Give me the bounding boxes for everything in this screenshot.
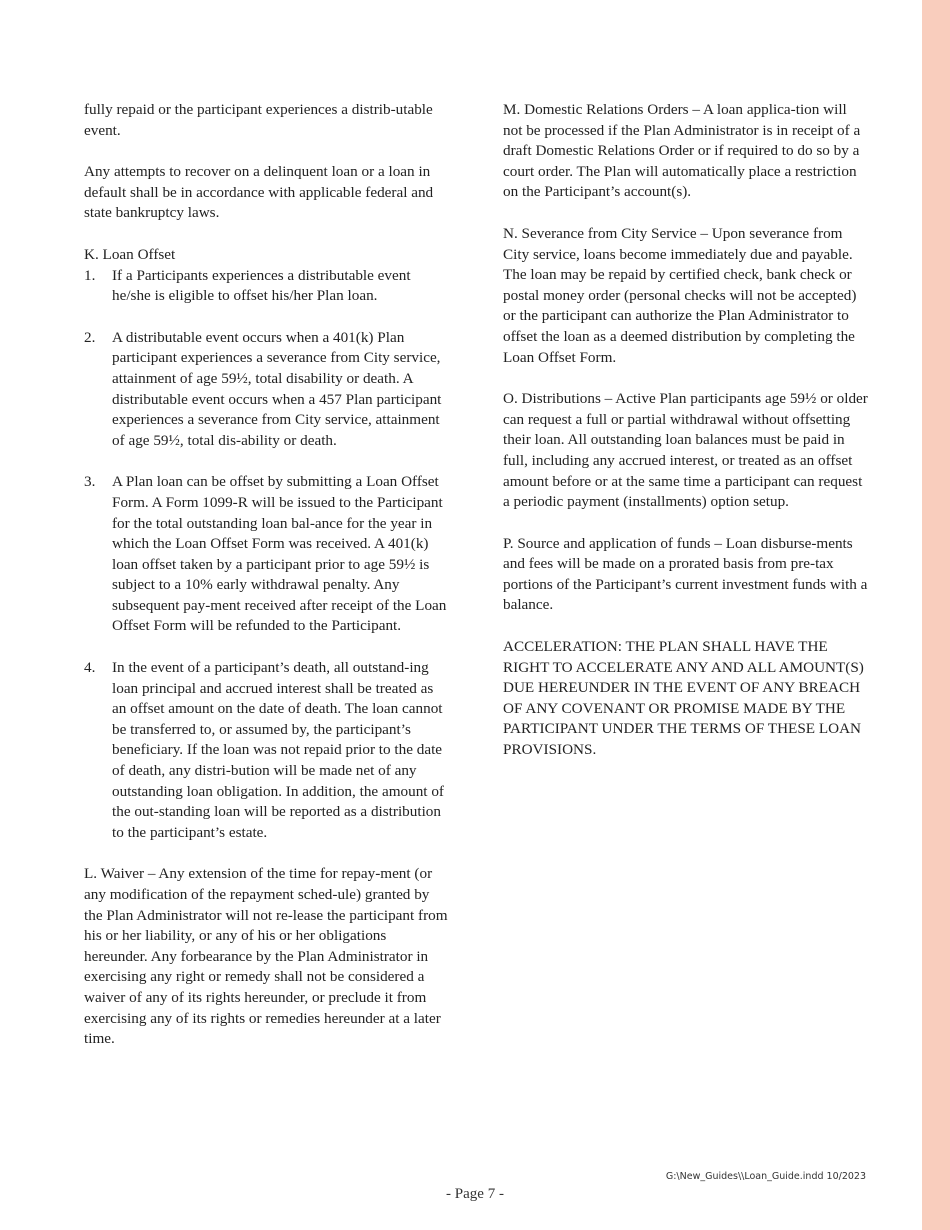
list-item-number: 4. (84, 659, 96, 677)
list-item-number: 1. (84, 266, 96, 284)
list-item (84, 472, 450, 637)
source-of-funds-paragraph: P. Source and application of funds – Loan disburse-ments and fees will be made on a prorated basis from pre-tax portions of the Participant’s current investment funds with a balance. (503, 534, 868, 614)
distributions-paragraph: O. Distributions – Active Plan participants age 59½ or older can request a full or partial withdrawal without offsetting their loan. All outstanding loan balances must be paid in full, including any accrued interest, or treated as an offset amount before or at the same time a participant can request a periodic payment (installments) option setup. (503, 390, 868, 511)
loan-offset-heading: K. Loan Offset (84, 245, 176, 263)
domestic-relations-paragraph: M. Domestic Relations Orders – A loan applica-tion will not be processed if the Plan Administrator is in receipt of a draft Domestic Relations Order or if required to do so by a court order. The Plan will automatically place a restriction on the Participant’s account(s). (503, 101, 861, 201)
delinquent-loan-paragraph: Any attempts to recover on a delinquent loan or a loan in default shall be in accordance with applicable federal and state bankruptcy laws. (84, 163, 434, 222)
severance-paragraph: N. Severance from City Service – Upon severance from City service, loans become immediately due and payable. The loan may be repaid by certified check, bank check or postal money order (personal checks will not be accepted) or the participant can authorize the Plan Administrator to offset the loan as a deemed distribution by completing the Loan Offset Form. (503, 224, 857, 366)
acceleration-clause: ACCELERATION: THE PLAN SHALL HAVE THE RIGHT TO ACCELERATE ANY AND ALL AMOUNT(S) DUE HEREUNDER IN THE EVENT OF ANY BREACH OF ANY COVENANT OR PROMISE MADE BY THE PARTICIPANT UNDER THE TERMS OF THESE LOAN PROVISIONS. (503, 638, 864, 759)
page-number: - Page 7 - (446, 1186, 504, 1202)
continuation-paragraph: fully repaid or the participant experiences a distrib-utable event. (84, 101, 433, 139)
list-item (84, 328, 450, 452)
list-item-number: 2. (84, 328, 96, 346)
list-item-number: 3. (84, 473, 96, 491)
file-reference: G:\New_Guides\\Loan_Guide.indd 10/2023 (665, 1171, 866, 1182)
side-color-band (922, 0, 950, 1230)
waiver-paragraph: L. Waiver – Any extension of the time for repay-ment (or any modification of the repayment sched-ule) granted by the Plan Administrator will not re-lease the participant from his or her liability, or any of his or her obligations hereunder. Any forbearance by the Plan Administrator in exercising any right or remedy shall not be considered a waiver of any of its rights hereunder, or preclude it from exercising any of its rights or remedies hereunder at a later time. (84, 865, 448, 1048)
list-item (84, 658, 450, 843)
list-item-text: A Plan loan can be offset by submitting a Loan Offset Form. A Form 1099-R will be issued to the Participant for the total outstanding loan bal-ance for the year in which the Loan Offset Form was received. A 401(k) loan offset taken by a participant prior to age 59½ is subject to a 10% early withdrawal penalty. Any subsequent pay-ment received after receipt of the Loan Offset Form will be refunded to the Participant. (112, 473, 447, 635)
list-item (84, 266, 450, 307)
list-item-text: In the event of a participant’s death, all outstand-ing loan principal and accrued interest shall be treated as an offset amount on the date of death. The loan cannot be transferred to, or assumed by, the participant’s beneficiary. If the loan was not repaid prior to the date of death, any distri-bution will be made net of any outstanding loan obligation. In addition, the amount of the out-standing loan will be reported as a distribution to the participant’s estate. (112, 659, 444, 841)
list-item-text: If a Participants experiences a distributable event he/she is eligible to offset his/her Plan loan. (112, 266, 411, 305)
right-column (503, 100, 868, 761)
loan-offset-list (84, 266, 450, 844)
left-column (84, 100, 450, 1050)
list-item-text: A distributable event occurs when a 401(k) Plan participant experiences a severance from City service, attainment of age 59½, total disability or death. A distributable event occurs when a 457 Plan participant experiences a severance from City service, attainment of age 59½, total dis-ability or death. (112, 328, 442, 449)
